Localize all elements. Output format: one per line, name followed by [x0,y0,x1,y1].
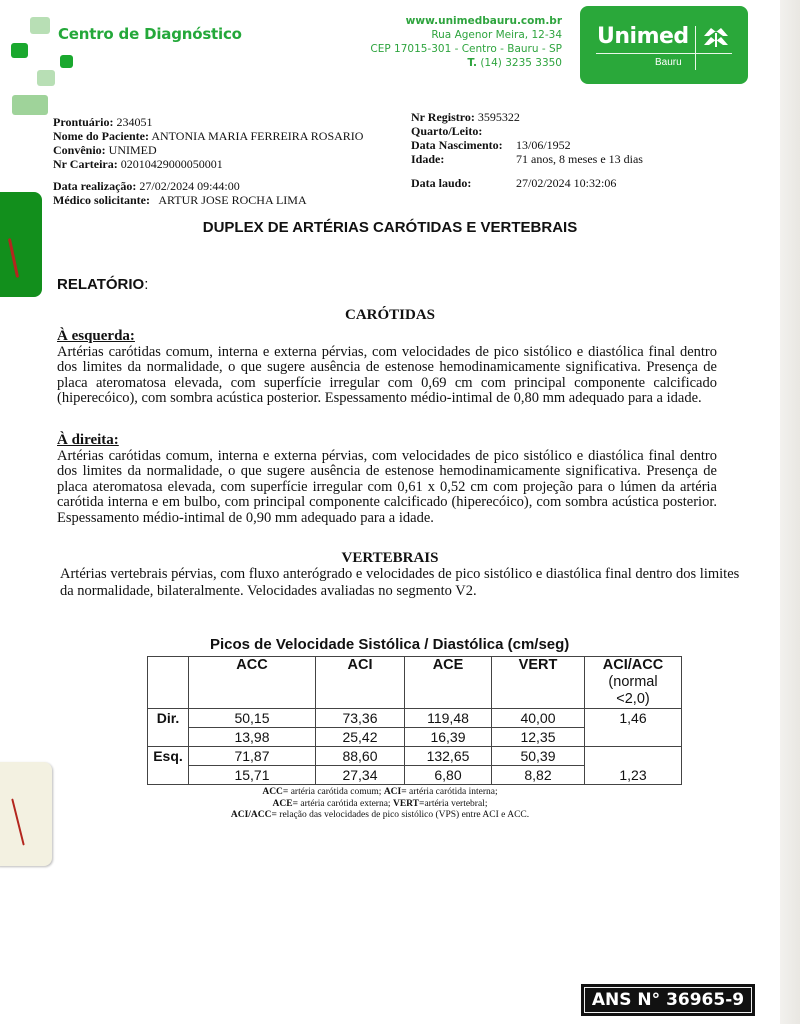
info-row [53,193,307,207]
contact-block [370,14,562,70]
logo-square [30,17,50,34]
legend-desc: artéria carótida externa; [298,798,393,809]
logo-square [11,43,28,58]
info-value: ARTUR JOSE ROCHA LIMA [158,193,307,207]
table-row [148,709,682,728]
info-value: 3595322 [477,110,520,124]
table-cell: 88,60 [316,747,405,766]
patient-info-right-laudo [411,176,616,190]
table-cell: 6,80 [405,766,492,785]
legend-line [0,810,760,822]
info-label: Nr Carteira: [53,157,118,171]
info-row [53,143,363,157]
info-label: Nr Registro: [411,110,475,124]
velocity-table [147,656,682,785]
table-cell: 15,71 [189,766,316,785]
legend-abbr: ACI= [383,787,407,797]
logo-square [60,55,73,68]
info-row [411,110,643,124]
info-row [53,129,363,143]
info-row [53,115,363,129]
carotid-left-block [57,329,717,407]
corner-cell [148,657,189,709]
info-value: 27/02/2024 10:32:06 [516,176,617,190]
column-header: VERT [492,657,585,709]
info-label: Nome do Paciente: [53,129,149,143]
table-cell: 40,00 [492,709,585,728]
info-label: Quarto/Leito: [411,124,483,138]
info-row [53,179,307,193]
ratio-header-name: ACI/ACC [602,657,664,673]
carotid-right-text: Artérias carótidas comum, interna e externa pérvias, com velocidades de pico sistólico e diastólica final dentro dos limites da normalidade, o que sugere ausência de estenose hemodinamicamente significativa. Presença de placa ateromatosa elevada, com superfície irregular com 0,61 x 0,52 cm com projeção para o lúmen da artéria carótida interna e em bulbo, com principal componente calcificado (hiperecóico), com sombra acústica posterior. Espessamento médio-intimal de 0,90 mm adequado para a idade. [57,447,717,526]
phone [370,56,562,70]
row-side-label: Esq. [148,747,189,785]
info-value: 13/06/1952 [516,138,571,152]
logo-square [37,70,55,86]
section-title-vertebrais: VERTEBRAIS [341,550,439,566]
table-cell: 16,39 [405,728,492,747]
table-cell: 71,87 [189,747,316,766]
patient-info-left [53,115,363,171]
info-row [411,124,643,138]
report-heading-text: RELATÓRIO [57,276,145,293]
section-title-carotidas: CARÓTIDAS [344,307,435,323]
patient-info-left-exam [53,179,307,207]
info-label: Data realização: [53,179,137,193]
report-heading: RELATÓRIO: [57,276,149,293]
table-cell: 12,35 [492,728,585,747]
unimed-logo-name: Unimed [597,24,689,49]
unimed-logo-sub: Bauru [655,57,682,68]
info-row [411,138,643,152]
logo-divider [596,53,732,54]
exam-title: DUPLEX DE ARTÉRIAS CARÓTIDAS E VERTEBRAIS [202,219,578,236]
table-header-row [148,657,682,709]
ratio-cell: 1,23 [585,747,682,785]
legend-line [0,799,760,811]
table-cell: 50,39 [492,747,585,766]
info-row [411,176,616,190]
website-link[interactable]: www.unimedbauru.com.br [405,15,562,27]
patient-info-right [411,110,643,166]
logo-square [12,95,48,115]
legend-abbr: VERT= [392,798,425,809]
info-value: 234051 [116,115,153,129]
legend-abbr: ACC= [262,787,289,797]
legend-desc: artéria carótida interna; [406,787,498,797]
table-cell: 27,34 [316,766,405,785]
ratio-cell: 1,46 [585,709,682,747]
table-cell: 50,15 [189,709,316,728]
info-value: UNIMED [108,143,157,157]
legend-desc: artéria carótida comum; [288,787,384,797]
info-label: Médico solicitante: [53,193,150,207]
cep-line: CEP 17015-301 - Centro - Bauru - SP [370,43,562,55]
table-cell: 132,65 [405,747,492,766]
carotid-left-text: Artérias carótidas comum, interna e externa pérvias, com velocidades de pico sistólico e diastólica final dentro dos limites da normalidade, o que sugere ausência de estenose hemodinamicamente significativa. Presença de placa ateromatosa elevada, com superfície irregular com 0,69 cm com principal componente calcificado (hiperecóico), com sombra acústica posterior. Espessamento médio-intimal de 0,80 mm adequado para a idade. [57,343,717,407]
phone-prefix: T. [467,57,477,69]
carotid-right-label: À direita: [57,432,119,448]
info-value: 27/02/2024 09:44:00 [139,179,240,193]
table-legend [0,787,760,822]
info-label: Convênio: [53,143,106,157]
info-label: Prontuário: [53,115,114,129]
info-value: ANTONIA MARIA FERREIRA ROSARIO [151,129,364,143]
info-label: Data laudo: [411,176,472,190]
row-side-label: Dir. [148,709,189,747]
unimed-logo [580,6,748,84]
info-row [411,152,643,166]
info-label: Idade: [411,152,445,166]
info-label: Data Nascimento: [411,138,503,152]
column-header-ratio [585,657,682,709]
page-edge [780,0,800,1024]
info-value: 02010429000050001 [120,157,223,171]
table-title: Picos de Velocidade Sistólica / Diastólica (cm/seg) [210,636,570,653]
phone-number: (14) 3235 3350 [480,57,562,69]
table-cell: 13,98 [189,728,316,747]
column-header: ACC [189,657,316,709]
ratio-header-note: <2,0) [616,691,650,707]
info-value: 71 anos, 8 meses e 13 dias [516,152,643,166]
column-header: ACE [405,657,492,709]
column-header: ACI [316,657,405,709]
green-tab-marker [0,192,42,297]
logo-divider [695,26,696,70]
unimed-tree-icon [701,25,731,49]
table-cell: 119,48 [405,709,492,728]
table-row [148,747,682,766]
ratio-header-note: (normal [608,674,658,690]
brand-name: Centro de Diagnóstico [58,25,242,43]
carotid-right-block [57,433,717,527]
table-cell: 25,42 [316,728,405,747]
legend-abbr: ACI/ACC= [230,810,277,820]
legend-desc: relação das velocidades de pico sistólico (VPS) entre ACI e ACC. [276,810,530,820]
ans-badge-text: ANS N° 36965-9 [584,987,752,1013]
ans-badge [581,984,755,1016]
info-row [53,157,363,171]
legend-abbr: ACE= [272,798,298,809]
table-cell: 73,36 [316,709,405,728]
address: Rua Agenor Meira, 12-34 [431,29,562,41]
legend-desc: artéria vertebral; [424,798,488,809]
vertebral-text: Artérias vertebrais pérvias, com fluxo anterógrado e velocidades de pico sistólico e diastólica final dentro dos limites da normalidade, bilateralmente. Velocidades avaliadas no segmento V2. [60,566,740,599]
pen-mark [8,238,19,278]
table-cell: 8,82 [492,766,585,785]
carotid-left-label: À esquerda: [57,328,135,344]
legend-line [0,787,760,799]
